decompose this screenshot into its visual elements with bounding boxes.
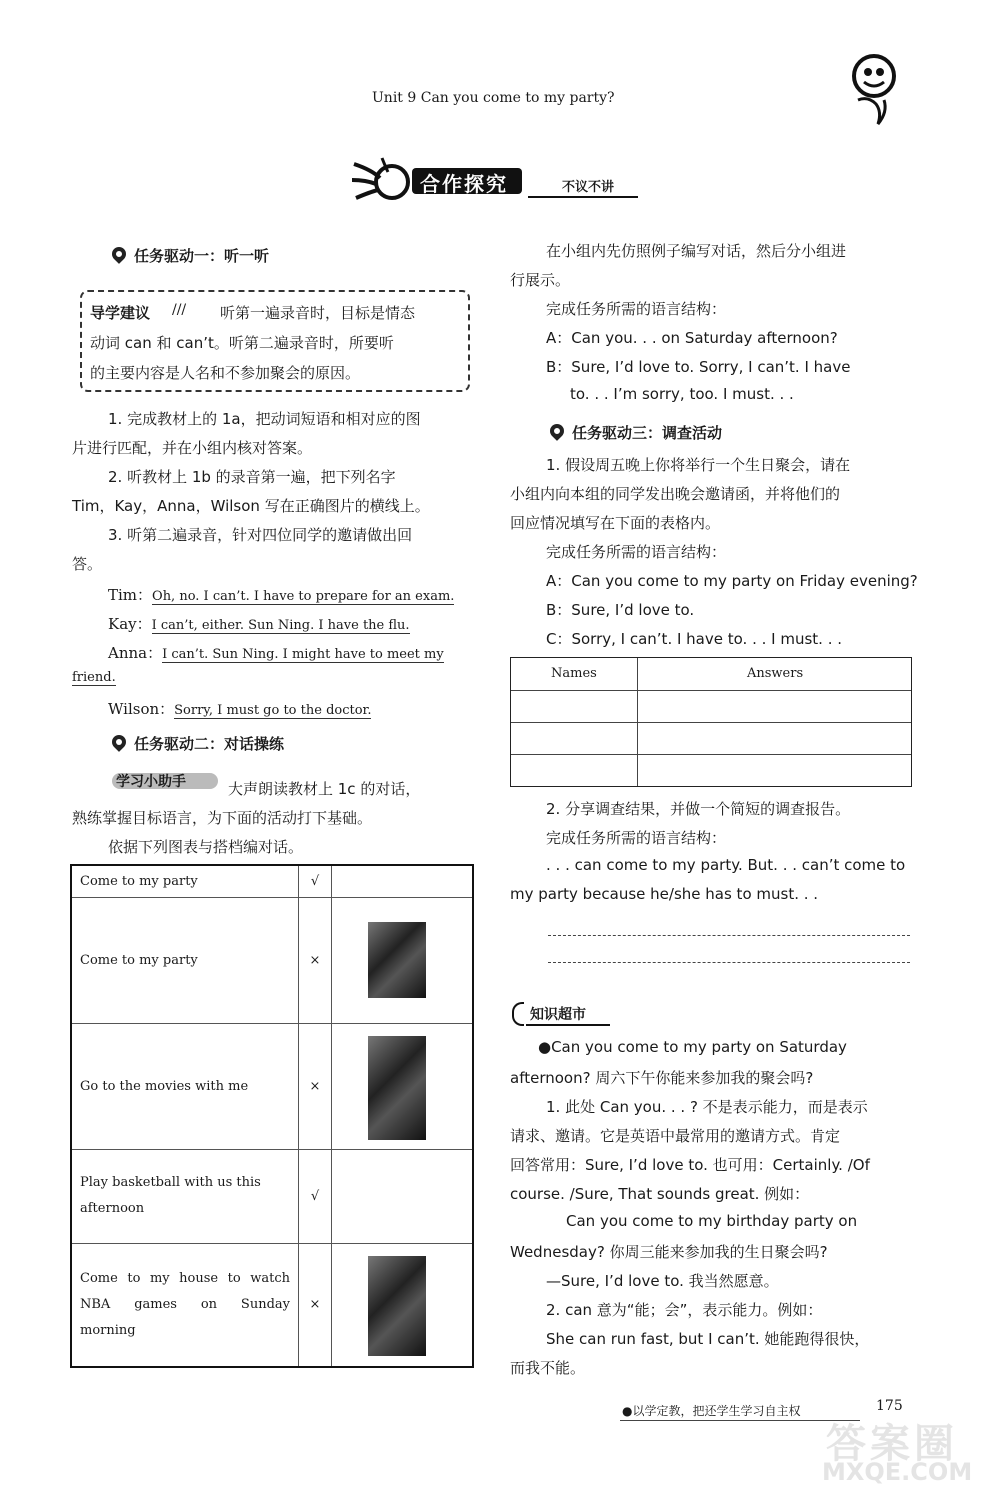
activity-cell: Come to my party [71, 865, 299, 897]
guide-line: 听第一遍录音时，目标是情态 [220, 304, 416, 322]
study-photo [368, 1036, 426, 1140]
doctor-photo [368, 1256, 426, 1356]
location-pin-icon [547, 421, 567, 441]
step-line: 1. 完成教材上的 1a，把动词短语和相对应的图 [108, 410, 421, 428]
photo-cell [332, 865, 474, 897]
section-banner [352, 150, 652, 210]
helper-line: 依据下列图表与搭档编对话。 [108, 838, 304, 856]
survey-header-answers: Answers [747, 666, 804, 681]
step-line: 2. 听教材上 1b 的录音第一遍，把下列名字 [108, 468, 396, 486]
practice-line: 在小组内先仿照例子编写对话，然后分小组进 [546, 242, 847, 260]
knowledge-line: Can you come to my birthday party on [566, 1212, 858, 1230]
task1-heading: 任务驱动一：听一听 [134, 247, 270, 265]
activity-cell: Come to my party [71, 897, 299, 1023]
task3-block [510, 454, 918, 654]
knowledge-label: 知识超市 [530, 1007, 586, 1023]
activity-cell: Play basketball with us this afternoon [71, 1149, 299, 1243]
helper-line: 大声朗读教材上 1c 的对话， [228, 780, 421, 798]
knowledge-line: ●Can you come to my party on Saturday [538, 1038, 847, 1056]
activity-table [70, 864, 474, 1368]
watermark-logo: 答案圈 [826, 1421, 958, 1467]
practice-line: A：Can you. . . on Saturday afternoon? [546, 329, 838, 347]
banner-subtitle: 不议不讲 [562, 180, 615, 195]
knowledge-line: 而我不能。 [510, 1359, 586, 1377]
activity-cell: Come to my house to watch NBA games on Sunday morning [71, 1243, 299, 1367]
helper-label: 学习小助手 [116, 774, 186, 790]
answer-name: Kay： [108, 615, 152, 633]
guide-box: 导学建议 /// 听第一遍录音时，目标是情态 动词 can 和 can’t。听第二遍录音时，所要听 的主要内容是人名和不参加聚会的原因。 [80, 290, 470, 392]
task3-line: B：Sure, I’d love to. [546, 601, 695, 619]
practice-line: B：Sure, I’d love to. Sorry, I can’t. I have [546, 358, 851, 376]
answer-text: Oh, no. I can’t. I have to prepare for an exam. [152, 589, 455, 604]
answer-text: friend. [72, 670, 116, 685]
piano-photo [368, 922, 426, 998]
report-line: my party because he/she has to must. . . [510, 885, 819, 903]
knowledge-line: 2. can 意为“能；会”，表示能力。例如： [546, 1301, 823, 1319]
photo-cell [332, 1023, 474, 1149]
task3-line: 回应情况填写在下面的表格内。 [510, 514, 721, 532]
table-row [71, 897, 473, 1023]
answer-text: I can’t. Sun Ning. I might have to meet my [162, 647, 444, 662]
helper-line: 熟练掌握目标语言，为下面的活动打下基础。 [72, 809, 373, 827]
photo-cell [332, 897, 474, 1023]
watermark-url: MXQE.COM [822, 1458, 973, 1486]
task3-line: C：Sorry, I can’t. I have to. . . I must. . . [546, 630, 842, 648]
task3-line: A：Can you come to my party on Friday evening? [546, 572, 918, 590]
guide-line: 的主要内容是人名和不参加聚会的原因。 [90, 364, 361, 382]
knowledge-block [510, 1038, 914, 1378]
knowledge-line: 1. 此处 Can you. . . ? 不是表示能力，而是表示 [546, 1098, 868, 1116]
task3-line: 完成任务所需的语言结构： [546, 543, 727, 561]
guide-line: 动词 can 和 can’t。听第二遍录音时，所要听 [90, 334, 394, 352]
page-number: 175 [876, 1398, 903, 1414]
task3-line: 小组内向本组的同学发出晚会邀请函，并将他们的 [510, 485, 841, 503]
table-row [71, 865, 473, 897]
survey-table [510, 657, 912, 787]
knowledge-line: course. /Sure, That sounds great. 例如： [510, 1185, 810, 1203]
task1-steps [72, 408, 476, 578]
mark-cell: × [299, 1243, 332, 1367]
report-line: 完成任务所需的语言结构： [546, 829, 727, 847]
survey-header-names: Names [551, 666, 597, 681]
task3-heading: 任务驱动三：调查活动 [572, 424, 723, 442]
location-pin-icon [109, 732, 129, 752]
knowledge-line: afternoon? 周六下午你能来参加我的聚会吗? [510, 1069, 814, 1087]
mark-cell: √ [299, 1149, 332, 1243]
knowledge-line: Wednesday? 你周三能来参加我的生日聚会吗? [510, 1243, 828, 1261]
answer-text: I can’t, either. Sun Ning. I have the flu. [151, 618, 410, 633]
step-line: 3. 听第二遍录音，针对四位同学的邀请做出回 [108, 526, 413, 544]
mark-cell: × [299, 897, 332, 1023]
report-line: . . . can come to my party. But. . . can’t come to [546, 856, 906, 874]
task2-heading: 任务驱动二：对话操练 [134, 735, 285, 753]
step-line: Tim，Kay，Anna，Wilson 写在正确图片的横线上。 [72, 497, 430, 515]
report-block [510, 798, 914, 908]
guide-label: 导学建议 [90, 304, 151, 322]
knowledge-line: 请求、邀请。它是英语中最常用的邀请方式。肯定 [510, 1127, 841, 1145]
answer-text: Sorry, I must go to the doctor. [174, 703, 372, 718]
practice-line: 完成任务所需的语言结构： [546, 300, 727, 318]
step-line: 片进行匹配，并在小组内核对答案。 [72, 439, 313, 457]
report-writing-line [548, 962, 910, 963]
practice-block [510, 240, 914, 410]
report-writing-line [548, 935, 910, 936]
table-row [71, 1023, 473, 1149]
table-row [71, 1243, 473, 1367]
answer-name: Tim： [108, 586, 153, 604]
knowledge-line: 回答常用：Sure, I’d love to. 也可用：Certainly. /Of [510, 1156, 870, 1174]
photo-cell [332, 1243, 474, 1367]
mark-cell: × [299, 1023, 332, 1149]
listening-answers [72, 584, 476, 724]
banner-title: 合作探究 [420, 172, 508, 196]
knowledge-line: —Sure, I’d love to. 我当然愿意。 [546, 1272, 779, 1290]
answer-name: Anna： [108, 644, 163, 662]
table-row [71, 1149, 473, 1243]
mascot-icon [848, 52, 898, 132]
mark-cell: √ [299, 865, 332, 897]
step-line: 答。 [72, 555, 103, 573]
unit-title: Unit 9 Can you come to my party? [372, 90, 615, 106]
footer-slogan: ●以学定教，把还学生学习自主权 [622, 1404, 801, 1418]
task3-line: 1. 假设周五晚上你将举行一个生日聚会，请在 [546, 456, 851, 474]
report-line: 2. 分享调查结果，并做一个简短的调查报告。 [546, 800, 851, 818]
answer-name: Wilson： [108, 700, 175, 718]
activity-cell: Go to the movies with me [71, 1023, 299, 1149]
practice-line: to. . . I’m sorry, too. I must. . . [570, 385, 794, 403]
knowledge-line: She can run fast, but I can’t. 她能跑得很快， [546, 1330, 870, 1348]
practice-line: 行展示。 [510, 271, 571, 289]
photo-cell [332, 1149, 474, 1243]
location-pin-icon [109, 244, 129, 264]
knowledge-bracket-icon [512, 1002, 524, 1026]
